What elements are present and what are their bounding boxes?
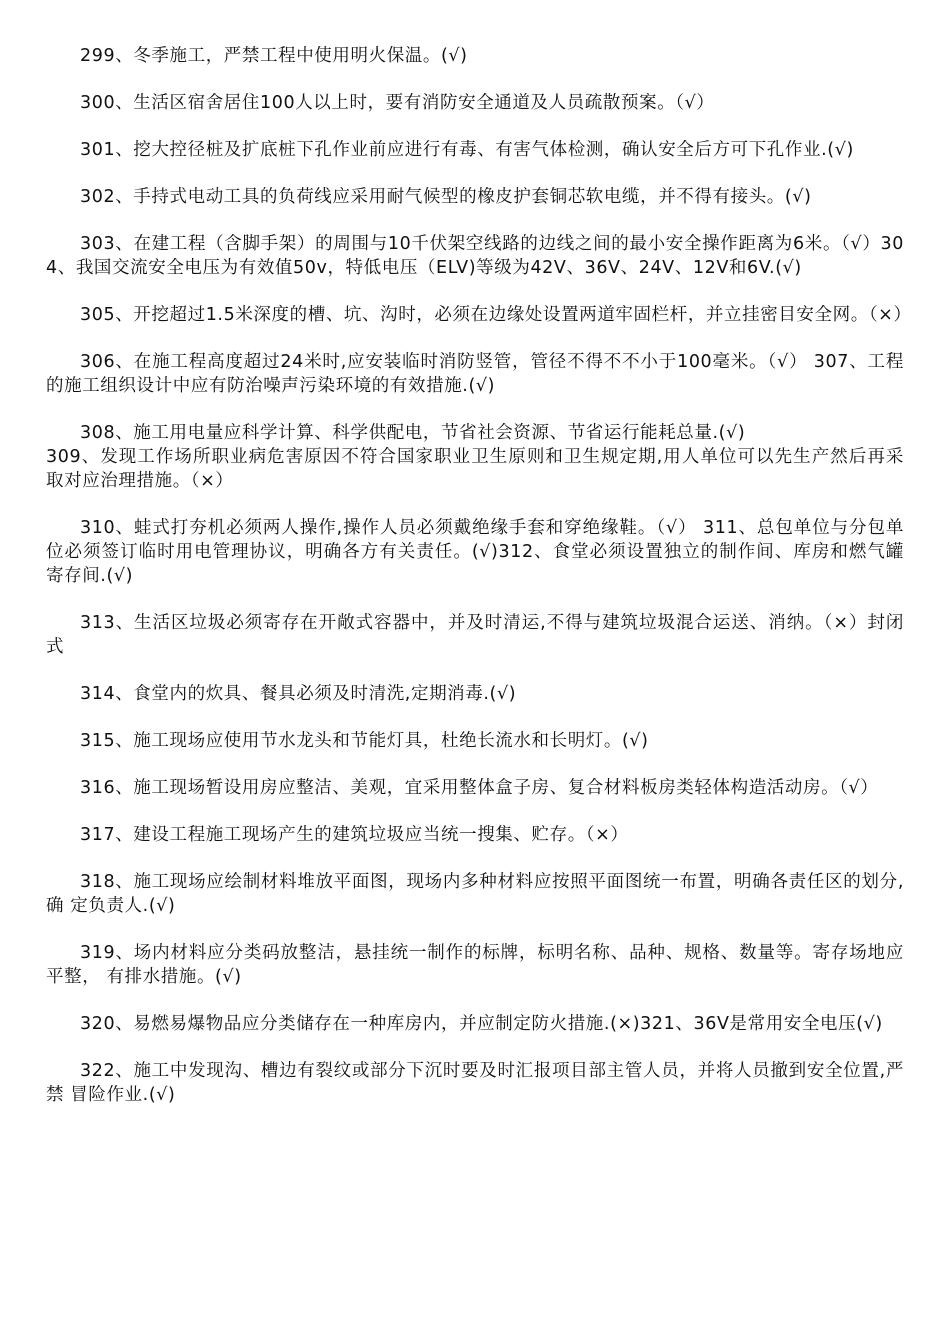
paragraph-314: 314、食堂内的炊具、餐具必须及时清洗,定期消毒.(√)	[80, 684, 517, 704]
paragraph-322: 322、施工中发现沟、槽边有裂纹或部分下沉时要及时汇报项目部主管人员，并将人员撤到安全位置,严禁 冒险作业.(√)	[46, 1061, 904, 1105]
paragraph-318: 318、施工现场应绘制材料堆放平面图，现场内多种材料应按照平面图统一布置，明确各责任区的划分,确 定负责人.(√)	[46, 872, 904, 916]
paragraph-299: 299、冬季施工，严禁工程中使用明火保温。(√)	[80, 46, 468, 66]
document-page	[46, 44, 912, 1130]
paragraph-308: 308、施工用电量应科学计算、科学供配电，节省社会资源、节省运行能耗总量.(√)	[80, 423, 746, 443]
paragraph-303: 303、在建工程（含脚手架）的周围与10千伏架空线路的边线之间的最小安全操作距离为6米。（√）304、我国交流安全电压为有效值50v，特低电压（ELV)等级为42V、36V、24V、12V和6V.(√)	[46, 234, 904, 278]
paragraph-305: 305、开挖超过1.5米深度的槽、坑、沟时，必须在边缘处设置两道牢固栏杆，并立挂密目安全网。（×）	[80, 305, 912, 325]
paragraph-316: 316、施工现场暂设用房应整洁、美观，宜采用整体盒子房、复合材料板房类轻体构造活动房。（√）	[80, 778, 879, 798]
paragraph-309: 309、发现工作场所职业病危害原因不符合国家职业卫生原则和卫生规定期,用人单位可以先生产然后再采 取对应治理措施。（×）	[46, 447, 904, 491]
paragraph-317: 317、建设工程施工现场产生的建筑垃圾应当统一搜集、贮存。（×）	[80, 825, 629, 845]
paragraph-319: 319、场内材料应分类码放整洁，悬挂统一制作的标牌，标明名称、品种、规格、数量等。寄存场地应平整， 有排水措施。(√)	[46, 943, 904, 987]
paragraph-313: 313、生活区垃圾必须寄存在开敞式容器中，并及时清运,不得与建筑垃圾混合运送、消纳。（×）封闭式	[46, 613, 904, 657]
paragraph-301: 301、挖大控径桩及扩底桩下孔作业前应进行有毒、有害气体检测，确认安全后方可下孔作业.(√)	[80, 140, 854, 160]
paragraph-306: 306、在施工程高度超过24米时,应安装临时消防竖管，管径不得不不小于100毫米。（√） 307、工程的施工组织设计中应有防治噪声污染环境的有效措施.(√)	[46, 352, 904, 396]
paragraph-320: 320、易燃易爆物品应分类储存在一种库房内，并应制定防火措施.(×)321、36V是常用安全电压(√)	[80, 1014, 883, 1034]
paragraph-302: 302、手持式电动工具的负荷线应采用耐气候型的橡皮护套铜芯软电缆，并不得有接头。(√)	[80, 187, 812, 207]
paragraph-310: 310、蛙式打夯机必须两人操作,操作人员必须戴绝缘手套和穿绝缘鞋。（√） 311、总包单位与分包单位必须签订临时用电管理协议，明确各方有关责任。(√)312、食堂必须设置独立的制作间、库房和燃气罐寄存间.(√)	[46, 518, 904, 586]
paragraph-300: 300、生活区宿舍居住100人以上时，要有消防安全通道及人员疏散预案。（√）	[80, 93, 715, 113]
paragraph-315: 315、施工现场应使用节水龙头和节能灯具，杜绝长流水和长明灯。(√)	[80, 731, 649, 751]
